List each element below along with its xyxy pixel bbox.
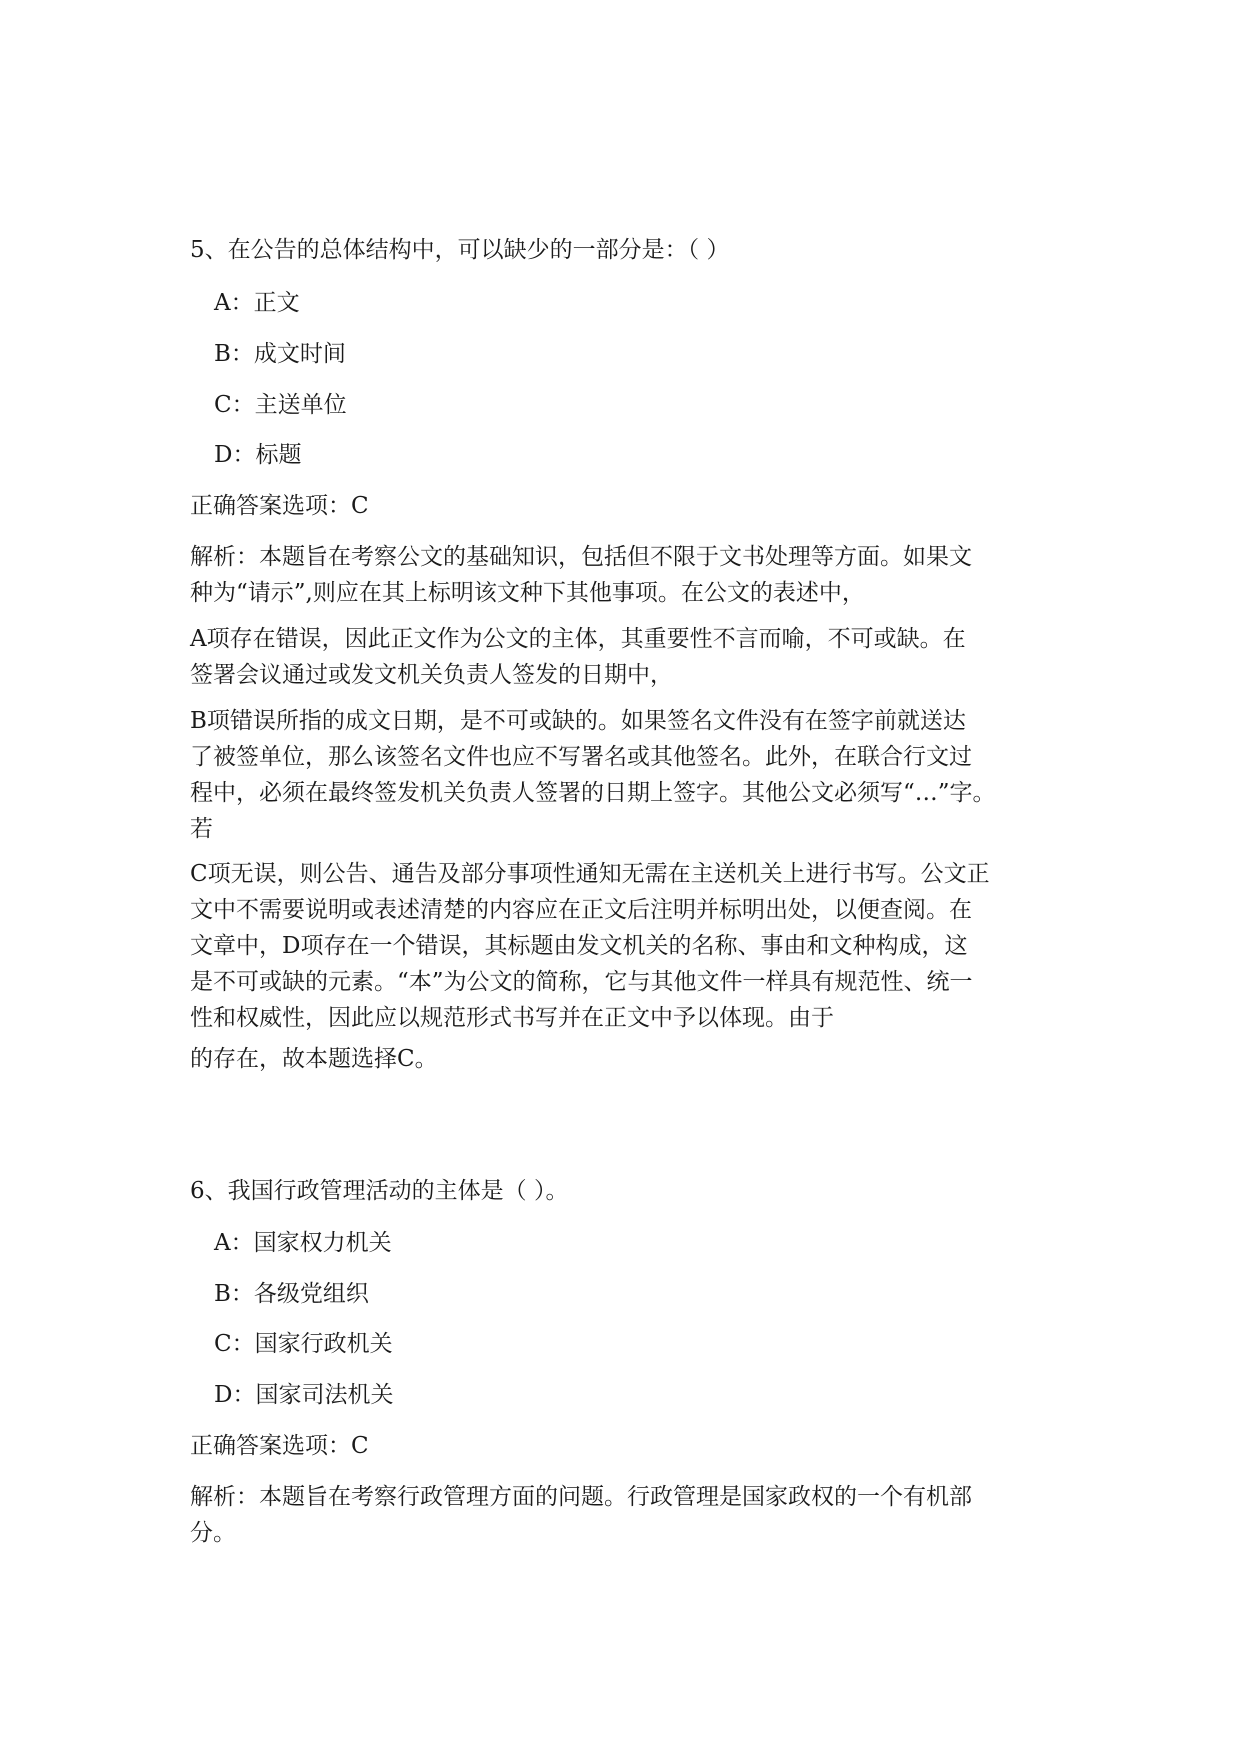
option-text: 标题 [255, 442, 302, 468]
option-letter: B： [214, 1281, 254, 1307]
analysis-line: 性和权威性，因此应以规范形式书写并在正文中予以体现。由于 [190, 1005, 834, 1031]
analysis-line: 解析：本题旨在考察行政管理方面的问题。行政管理是国家政权的一个有机部 [190, 1484, 972, 1510]
option-letter: D： [214, 442, 256, 468]
analysis-line: 签署会议通过或发文机关负责人签发的日期中， [190, 662, 673, 688]
option-letter: C： [214, 1331, 255, 1357]
option-d [214, 1381, 393, 1409]
option-letter: D： [214, 1382, 256, 1408]
option-text: 成文时间 [253, 341, 346, 367]
option-letter: B： [214, 341, 254, 367]
option-a [214, 1229, 392, 1257]
option-letter: C： [214, 392, 255, 418]
analysis-line: 种为“请示”,则应在其上标明该文种下其他事项。在公文的表述中， [190, 580, 865, 606]
option-text: 各级党组织 [253, 1281, 369, 1307]
analysis-line: 了被签单位，那么该签名文件也应不写署名或其他签名。此外，在联合行文过 [190, 744, 972, 770]
analysis-line: 文章中，D项存在一个错误，其标题由发文机关的名称、事由和文种构成，这 [190, 933, 968, 959]
analysis-paragraph [190, 539, 1070, 611]
analysis-paragraph [190, 856, 1070, 1036]
question-stem: 6、我国行政管理活动的主体是（ ）。 [190, 1178, 569, 1204]
option-text: 国家司法机关 [255, 1382, 394, 1408]
analysis-line: C项无误，则公告、通告及部分事项性通知无需在主送机关上进行书写。公文正 [190, 861, 990, 887]
option-text: 正文 [253, 290, 300, 316]
option-text: 国家权力机关 [253, 1230, 392, 1256]
analysis-line: A项存在错误，因此正文作为公文的主体，其重要性不言而喻，不可或缺。在 [190, 626, 966, 652]
analysis-line: 解析：本题旨在考察公文的基础知识，包括但不限于文书处理等方面。如果文 [190, 544, 972, 570]
analysis-line: 文中不需要说明或表述清楚的内容应在正文后注明并标明出处，以便查阅。在 [190, 897, 972, 923]
analysis-paragraph [190, 703, 1070, 847]
option-c [214, 391, 347, 419]
option-b [214, 340, 346, 368]
analysis-paragraph [190, 1479, 1070, 1551]
analysis-line: 分。 [190, 1520, 236, 1546]
analysis-line: 若 [190, 816, 213, 842]
option-a [214, 289, 300, 317]
option-c [214, 1330, 393, 1358]
option-letter: A： [214, 290, 254, 316]
analysis-paragraph [190, 1041, 1070, 1077]
option-d [214, 441, 301, 469]
correct-answer: 正确答案选项：C [190, 1433, 369, 1459]
question-stem: 5、在公告的总体结构中，可以缺少的一部分是：（ ） [190, 237, 730, 263]
analysis-line: 程中，必须在最终签发机关负责人签署的日期上签字。其他公文必须写“…”字。 [190, 780, 996, 806]
analysis-paragraph [190, 621, 1070, 693]
correct-answer: 正确答案选项：C [190, 493, 369, 519]
option-text: 主送单位 [254, 392, 347, 418]
option-text: 国家行政机关 [254, 1331, 393, 1357]
analysis-line: 是不可或缺的元素。“本”为公文的简称，它与其他文件一样具有规范性、统一 [190, 969, 973, 995]
analysis-line: 的存在，故本题选择C。 [190, 1046, 438, 1072]
option-letter: A： [214, 1230, 254, 1256]
analysis-line: B项错误所指的成文日期，是不可或缺的。如果签名文件没有在签字前就送达 [190, 708, 966, 734]
option-b [214, 1280, 369, 1308]
